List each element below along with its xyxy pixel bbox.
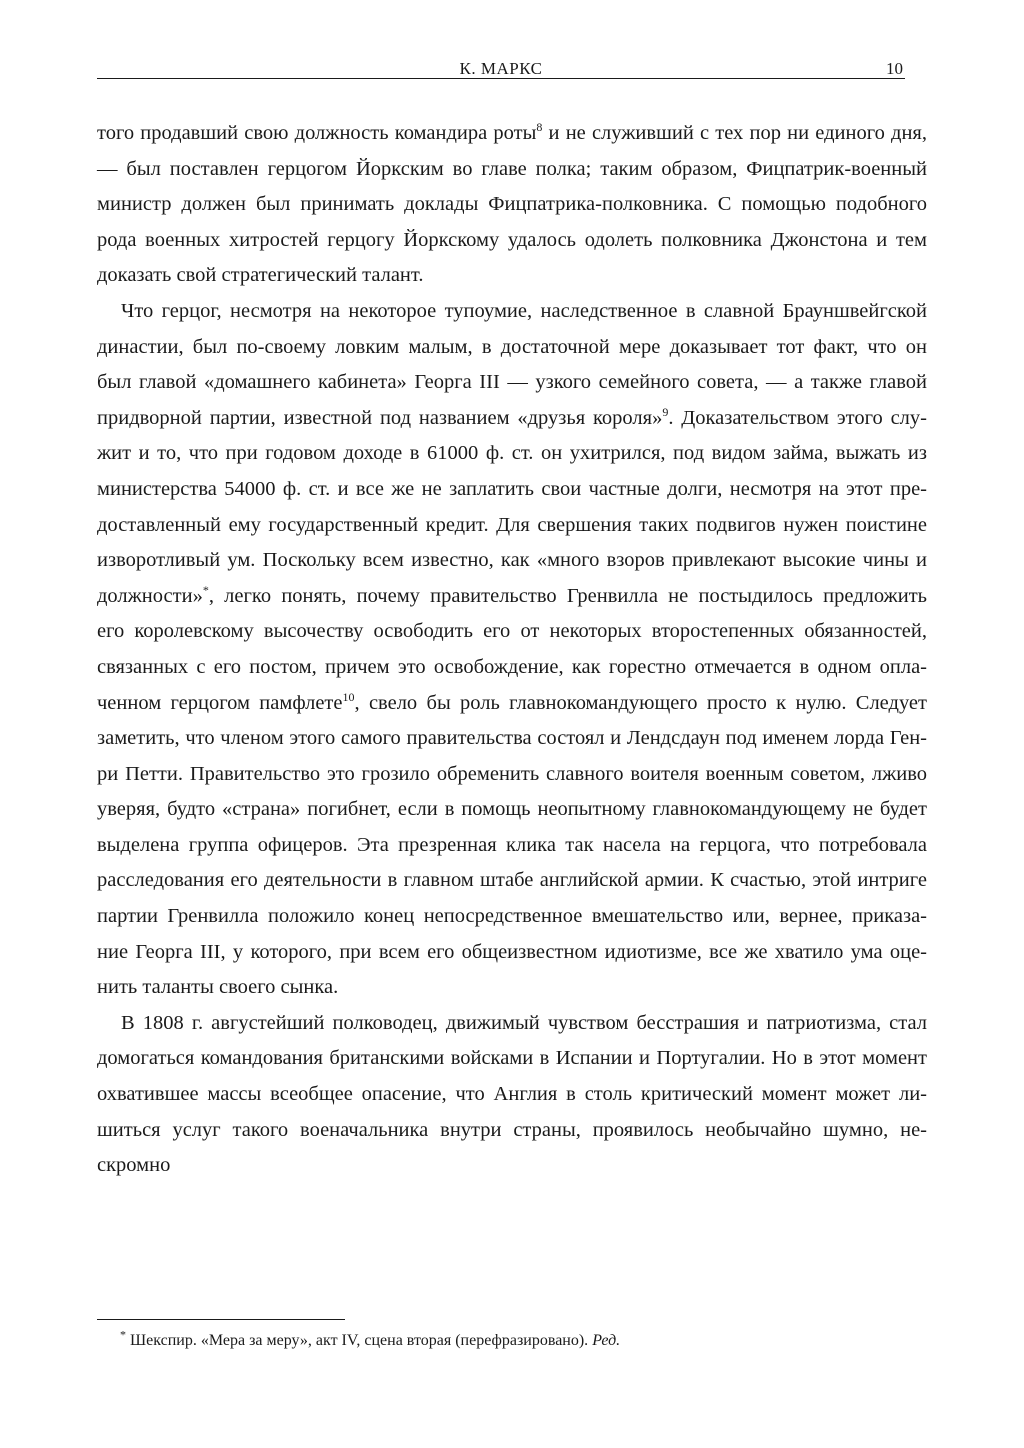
text-line xyxy=(97,1006,927,1042)
text-run: заметить, что членом этого самого правительства состоял и Лендсдаун под именем лорда Ген- xyxy=(97,727,927,750)
footnote xyxy=(120,1327,621,1352)
footnote-marker: * xyxy=(120,1327,126,1342)
text-run: домогаться командования британскими войсками в Испании и Португалии. Но в этот момент xyxy=(97,1047,927,1070)
text-run: шиться услуг такого военачальника внутри страны, проявилось необычайно шумно, не- xyxy=(97,1118,927,1141)
text-line xyxy=(97,757,927,793)
text-line xyxy=(97,116,927,152)
text-line xyxy=(97,223,927,259)
text-run: изворотливый ум. Поскольку всем известно, как «много взоров привлекают высокие чины и xyxy=(97,549,927,572)
text-line xyxy=(97,330,927,366)
text-run: ние Георга III, у которого, при всем его общеизвестном идиотизме, все же хватило ума оце- xyxy=(97,940,927,963)
text-run: жит и то, что при годовом доходе в 61000 ф. ст. он ухитрился, под видом займа, выжать из xyxy=(97,442,927,465)
text-run: , легко понять, почему правительство Гренвилла не постыдилось предложить xyxy=(208,584,927,607)
text-line xyxy=(97,863,927,899)
text-run: должности» xyxy=(97,584,203,607)
text-run: ри Петти. Правительство это грозило обременить славного воителя военным советом, лживо xyxy=(97,762,927,785)
text-line xyxy=(97,258,927,294)
header-rule xyxy=(97,78,905,79)
text-run: доказать свой стратегический талант. xyxy=(97,264,424,287)
text-run: партии Гренвилла положило конец непосредственное вмешательство или, вернее, приказа- xyxy=(97,905,927,928)
text-run: нить таланты своего сынка. xyxy=(97,976,339,999)
text-run: министр должен был принимать доклады Фицпатрика-полковника. С помощью подобного xyxy=(97,193,927,216)
text-line xyxy=(97,187,927,223)
text-line xyxy=(97,294,927,330)
text-run: его королевскому высочеству освободить его от некоторых второстепенных обязанностей, xyxy=(97,620,927,643)
text-run: — был поставлен герцогом Йоркским во главе полка; таким образом, Фицпатрик-военный xyxy=(97,157,927,180)
text-run: расследования его деятельности в главном штабе английской армии. К счастью, этой интриге xyxy=(97,869,927,892)
text-line xyxy=(97,1113,927,1149)
text-run: охватившее массы всеобщее опасение, что Англия в столь критический момент может ли- xyxy=(97,1083,927,1106)
text-run: , свело бы роль главнокомандующего просто к нулю. Следует xyxy=(354,691,927,714)
text-line xyxy=(97,472,927,508)
text-line xyxy=(97,436,927,472)
paragraph xyxy=(97,294,927,1006)
text-run: выделена группа офицеров. Эта презренная клика так насела на герцога, что потребовала xyxy=(97,833,927,856)
text-line xyxy=(97,686,927,722)
note-reference: 9 xyxy=(662,404,669,419)
footnote-editor-mark: Ред. xyxy=(592,1332,621,1349)
text-run: доставленный ему государственный кредит. Для свершения таких подвигов нужен поистине xyxy=(97,513,927,536)
text-line xyxy=(97,401,927,437)
text-run: придворной партии, известной под названием «друзья короля» xyxy=(97,406,663,429)
running-header xyxy=(97,58,905,80)
text-run: того продавший свою должность командира роты xyxy=(97,122,537,144)
text-run: Что герцог, несмотря на некоторое тупоумие, наследственное в славной Брауншвейгской xyxy=(121,299,927,322)
footnote-text: Шекспир. «Мера за меру», акт IV, сцена вторая (перефразировано). xyxy=(126,1332,593,1349)
text-run: и не служивший с тех пор ни единого дня, xyxy=(542,122,927,144)
text-line xyxy=(97,650,927,686)
text-run: В 1808 г. августейший полководец, движимый чувством бесстрашия и патриотизма, стал xyxy=(121,1011,927,1034)
text-line xyxy=(97,543,927,579)
text-run: ченном герцогом памфлете xyxy=(97,691,343,714)
text-line xyxy=(97,1041,927,1077)
text-line xyxy=(97,152,927,188)
text-run: связанных с его постом, причем это освобождение, как горестно отмечается в одном опла- xyxy=(97,655,927,678)
text-line xyxy=(97,935,927,971)
text-line xyxy=(97,899,927,935)
text-line xyxy=(97,508,927,544)
text-line xyxy=(97,970,927,1006)
text-run: . Доказательством этого слу- xyxy=(668,406,927,429)
text-line xyxy=(97,579,927,615)
text-run: рода военных хитростей герцогу Йоркскому удалось одолеть полковника Джонстона и тем xyxy=(97,228,927,251)
note-reference: 10 xyxy=(342,689,355,704)
text-line xyxy=(97,792,927,828)
text-run: был главой «домашнего кабинета» Георга III — узкого семейного совета, — а также главой xyxy=(97,371,927,394)
paragraph xyxy=(97,116,927,294)
note-reference: 8 xyxy=(536,120,543,135)
text-line xyxy=(97,828,927,864)
text-run: скромно xyxy=(97,1154,171,1177)
header-title: К. МАРКС xyxy=(459,59,543,78)
paragraph xyxy=(97,1006,927,1184)
body-text xyxy=(97,116,927,1184)
note-reference: * xyxy=(202,582,209,597)
text-line xyxy=(97,1148,927,1184)
text-run: уверяя, будто «страна» погибнет, если в помощь неопытному главнокомандующему не будет xyxy=(97,798,927,821)
page-number: 10 xyxy=(886,59,903,78)
text-line xyxy=(97,365,927,401)
text-line xyxy=(97,721,927,757)
footnote-rule xyxy=(97,1319,345,1320)
text-line xyxy=(97,614,927,650)
text-line xyxy=(97,1077,927,1113)
text-run: династии, был по-своему ловким малым, в достаточной мере доказывает тот факт, что он xyxy=(97,335,927,358)
text-run: министерства 54000 ф. ст. и все же не заплатить свои частные долги, несмотря на этот пре- xyxy=(97,477,927,500)
